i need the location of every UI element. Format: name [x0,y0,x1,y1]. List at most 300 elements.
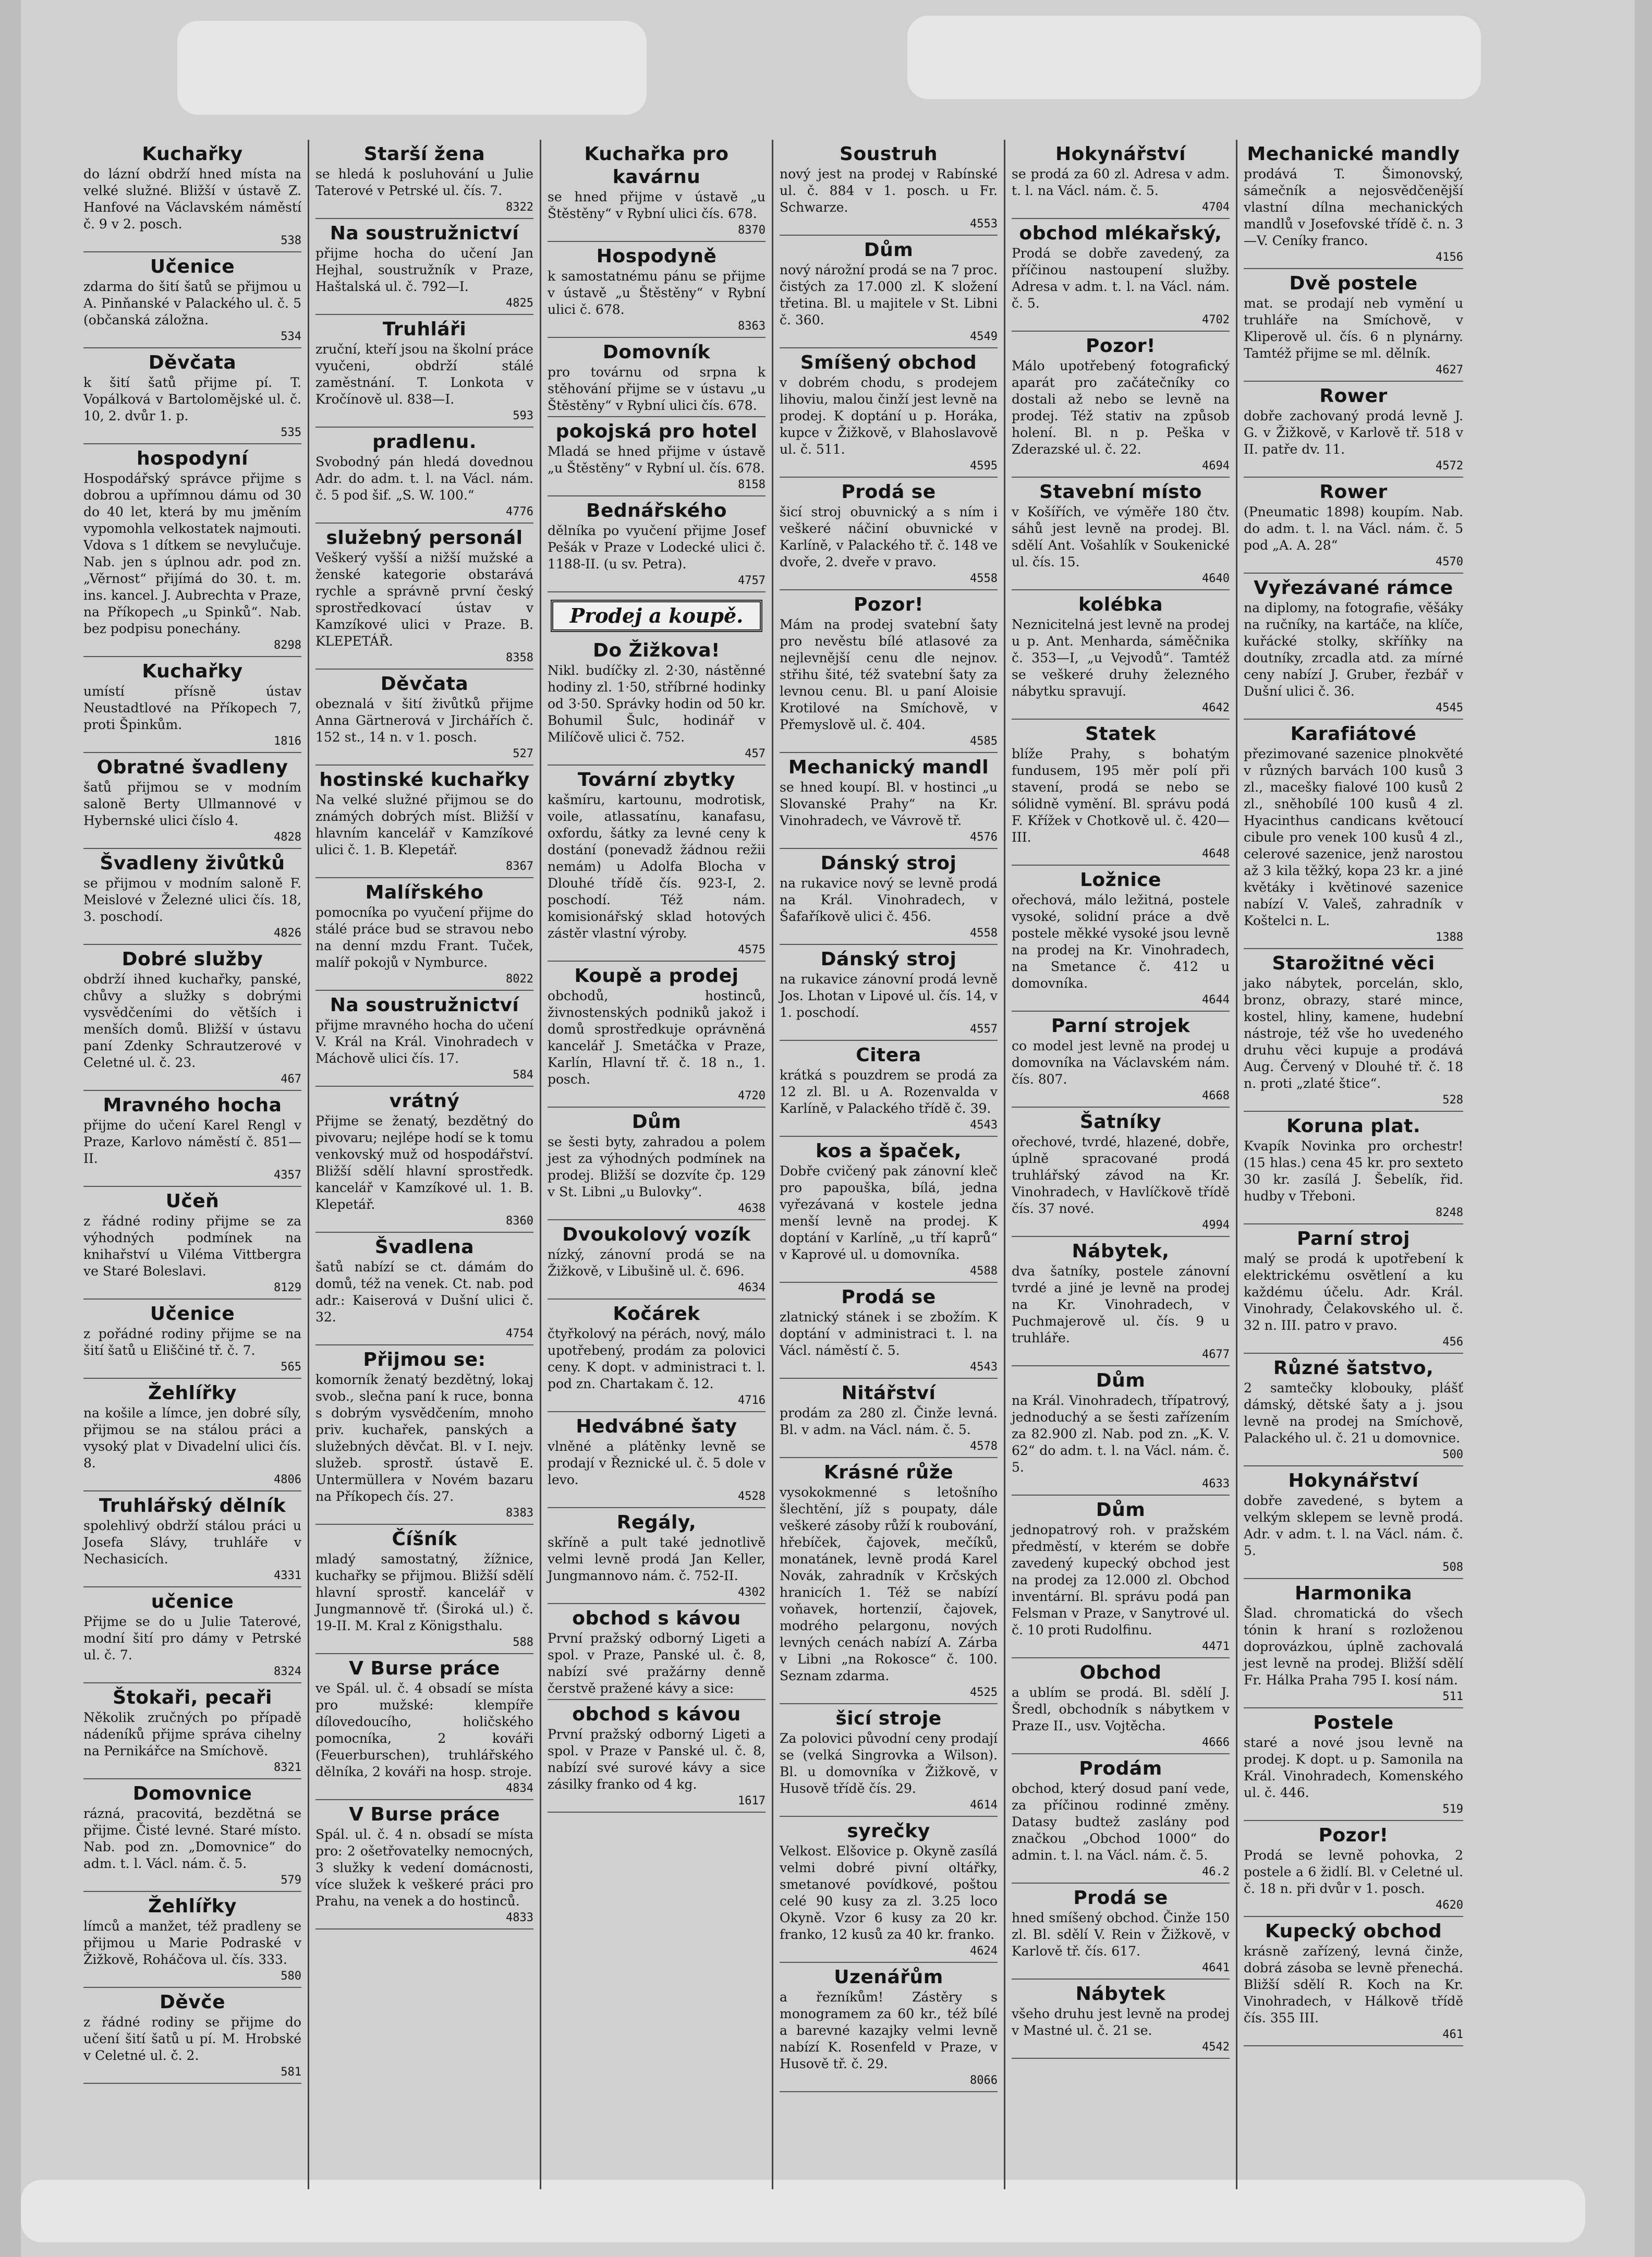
ad-body: z řádné rodiny se přijme do učení šití šatů u pí. M. Hrobské v Celetné ul. č. 2. [83,2015,301,2063]
ad-headline: Dům [1096,1499,1146,1521]
ad-number: 4641 [1202,1961,1230,1974]
ad-headline: Šatníky [1079,1111,1162,1133]
ad-headline: Prodá se [841,481,936,503]
ad-body: Svobodný pán hledá dovednou Adr. do adm. t. l. na Václ. nám. č. 5 pod šif. „S. W. 100.“ [315,454,533,503]
column-4 [773,140,1005,2189]
ad-headline: Hedvábné šaty [576,1416,737,1437]
ad-body: se šesti byty, zahradou a polem jest za výhodných podmínek na prodej. Bližší se dozvíte čp. 129 v St. Libni „u Bulovky“. [548,1134,766,1199]
classified-ad [548,1415,766,1508]
ad-body: obdrží ihned kuchařky, panské, chůvy a služky s dobrými vysvědčeními do větších i menších domů. Bližší v ústavu paní Zdenky Schrautzerové v Celetné ul. č. 23. [83,972,301,1070]
ad-number: 519 [1442,1803,1463,1816]
classified-ad [315,994,533,1087]
ad-number: 4666 [1202,1736,1230,1749]
ad-headline: Koruna plat. [1286,1115,1421,1137]
ad-number: 8360 [506,1215,533,1228]
ad-body: První pražský odborný Ligeti a spol. v Praze, Panské ul. č. 8, nabízí své pražárny denně čerstvě pražené kávy a sice: [548,1631,766,1696]
ad-number: 4542 [1202,2041,1230,2054]
ad-number: 4576 [970,831,998,844]
classified-ad [315,769,533,878]
ad-headline: hospodyní [137,448,248,469]
ad-headline: Smíšený obchod [800,352,977,373]
ad-body: rázná, pracovitá, bezdětná se přijme. Čisté levné. Staré místo. Nab. pod zn. „Domovnice“ do adm. t. l. Václ. nám. č. 5. [83,1806,301,1871]
ad-number: 4716 [738,1394,766,1407]
ad-body: ořechová, málo ležitná, postele vysoké, solidní práce a dvě postele měkké vysoké jsou levně na prodej na Kr. Vinohradech, na Smetance č. 412 u domovníka. [1012,892,1230,991]
ad-number: 4640 [1202,572,1230,585]
ad-body: kašmíru, kartounu, modrotisk, voile, atlassatínu, kanafasu, oxfordu, šátky za levné ceny k dostání (ponevadž žádnou režii nemám) u Adolfa Blocha v Dlouhé třídě čís. 923-I, 2. poschodí. Též nám. komisionářský sklad hotových zástěr vlastní výroby. [548,792,766,941]
classified-ad [315,143,533,219]
classified-ad [548,341,766,417]
classified-ad [1012,723,1230,866]
ad-body: se hned koupí. Bl. v hostinci „u Slovanské Prahy“ na Kr. Vinohradech, ve Vávrově tř. [780,780,998,828]
ad-body: Přijme se ženatý, bezdětný do pivovaru; nejlépe hodí se k tomu venkovský muž od hospodářství. Bližší sdělí hlavní sprostředk. kancelář v Kamzíkové ul. 1. B. Klepetář. [315,1113,533,1212]
ad-body: vysokokmenné s letošního šlechtění, jíž s poupaty, dále veškeré zásoby růží k roubování, hřebíček, čajovek, mečíků, monatánek, levně prodá Karel Novák, zahradník v Krčských hranicích 1. Též se nabízí voňavek, hortenzií, čajovek, modrého pelargonu, nových levných cenách nabízí A. Zárba v Libni „na Rokosce“ č. 100. Seznam zdarma. [780,1485,998,1683]
ad-number: 4156 [1436,251,1463,264]
ad-number: 8383 [506,1507,533,1520]
classified-ad [83,948,301,1091]
ad-number: 4575 [738,943,766,956]
ad-body: na diplomy, na fotografie, věšáky na ručníky, na kartáče, na klíče, kuřácké stolky, skříňky na doutníky, zrcadla atd. za mírné ceny nabízí J. Gruber, řezbář v Dušní ulici č. 36. [1244,600,1463,699]
ad-number: 4638 [738,1202,766,1215]
ad-body: Spál. ul. č. 4 n. obsadí se místa pro: 2 ošetřovatelky nemocných, 3 služky k vedení domácnosti, více služek k veškeré práci pro Prahu, na venek a do hostinců. [315,1827,533,1909]
classified-ad [1244,272,1463,382]
ad-body: Šlad. chromatická do všech tónin k hraní s rozloženou doprovázkou, úplně zachovalá jest levně na prodej. Bližší sdělí Fr. Hálka Praha 795 I. kosí nám. [1244,1606,1463,1688]
classified-ad [1244,577,1463,720]
ad-body: První pražský odborný Ligeti a spol. v Praze v Panské ul. č. 8, nabízí své surové kávy a sice zásilky franko od 4 kg. [548,1727,766,1792]
classified-ad [780,948,998,1041]
classified-ad [83,1303,301,1379]
ad-body: Prodá se dobře zavedený, za příčinou nastoupení služby. Adresa v adm. t. l. na Václ. nám. č. 5. [1012,246,1230,311]
ad-body: blíže Prahy, s bohatým fundusem, 195 měr polí při stavení, prodá se nebo se sólidně vymění. Bl. správu podá F. Křížek v Chotkově ul. č. 420—III. [1012,746,1230,845]
classified-ad [315,527,533,670]
classified-ad [83,660,301,753]
ad-number: 4302 [738,1586,766,1599]
ad-number: 584 [513,1069,533,1082]
ad-number: 580 [281,1970,301,1983]
ad-headline: Domovník [602,342,711,363]
ad-number: 4642 [1202,701,1230,714]
ad-body: a ublím se prodá. Bl. sdělí J. Šredl, obchodník s nábytkem v Praze II., usv. Vojtěcha. [1012,1685,1230,1733]
ad-number: 467 [281,1073,301,1086]
classified-ad [1012,869,1230,1012]
ad-number: 4644 [1202,993,1230,1006]
ad-headline: Kupecký obchod [1265,1921,1442,1942]
ad-number: 4825 [506,297,533,310]
ad-headline: Starší žena [363,143,485,165]
ad-body: obeznalá v šití živůtků přijme Anna Gärtnerová v Jirchářích č. 152 st., 14 n. v 1. posch. [315,696,533,745]
ad-headline: Učenice [150,256,235,277]
ad-number: 4677 [1202,1348,1230,1361]
ad-headline: Starožitné věci [1272,953,1435,974]
classified-ad [548,1223,766,1300]
ad-headline: kolébka [1078,594,1163,615]
ad-headline: Dánský stroj [820,853,957,874]
ad-headline: Na soustružnictví [330,223,519,244]
ad-number: 500 [1442,1448,1463,1461]
classified-ad [83,1591,301,1683]
classified-ad [548,1511,766,1604]
ad-body: nový nárožní prodá se na 7 proc. čistých za 17.000 zl. K složení třetina. Bl. u majitele v St. Libni č. 360. [780,262,998,327]
ad-number: 579 [281,1874,301,1887]
ad-headline: Dům [864,239,914,261]
ad-body: a řezníkům! Zástěry s monogramem za 60 kr., též bílé a barevné kazajky velmi levně nabízí K. Rosenfeld v Praze, v Husově tř. č. 29. [780,1989,998,2071]
ad-headline: Postele [1313,1712,1394,1733]
ad-headline: hostinské kuchařky [319,769,530,791]
ad-headline: Truhlářský dělník [99,1495,286,1516]
ad-headline: Harmonika [1294,1583,1413,1604]
ad-body: mladý samostatný, žížnice, kuchařky se přijmou. Bližší sdělí hlavní sprostř. kancelář v Jungmannově tř. (Široká ul.) č. 19-II. M. Kral z Königsthalu. [315,1551,533,1633]
classified-ad [315,1090,533,1233]
classified-ad [1244,952,1463,1112]
ad-body: k šití šatů přijme pí. T. Vopálková v Bartolomějské ul. č. 10, 2. dvůr 1. p. [83,375,301,423]
column-2 [309,140,541,2189]
classified-ad [315,1803,533,1930]
section-banner: Prodej a koupě. [551,600,762,632]
ad-number: 4668 [1202,1089,1230,1102]
classified-ad [83,1190,301,1300]
ad-headline: učenice [151,1591,234,1612]
ad-headline: Do Žižkova! [593,640,720,661]
ad-number: 4834 [506,1782,533,1795]
classified-ad [315,1657,533,1800]
ad-number: 4694 [1202,459,1230,472]
classified-ad [1012,481,1230,590]
ad-headline: Dobré služby [122,949,263,970]
ad-headline: Pozor! [854,594,924,615]
paper-stain [177,21,647,115]
ad-body: Veškerý vyšší a nižší mužské a ženské kategorie obstarává rychle a správně první český sprostředkovací ústav v Kamzíkové ulici v Praze. B. KLEPETÁŘ. [315,550,533,649]
classified-ad [548,1703,766,1813]
ad-number: 4833 [506,1911,533,1924]
classified-ad [83,1495,301,1587]
classified-ad [83,1895,301,1988]
ad-body: vlněné a plátěnky levně se prodají v Řeznické ul. č. 5 dole v levo. [548,1439,766,1487]
classified-ad [83,351,301,444]
ad-headline: Vyřezávané rámce [1254,577,1453,599]
ad-body: co model jest levně na prodej u domovníka na Václavském nám. čís. 807. [1012,1038,1230,1087]
ad-headline: Obratné švadleny [96,757,288,778]
ad-number: 8324 [274,1665,301,1678]
ad-body: na košile a límce, jen dobré síly, přijmou se na stálou práci a vysoký plat v Divadelní ulici čís. 8. [83,1405,301,1471]
classified-ad [1244,1712,1463,1821]
ad-number: 4806 [274,1473,301,1486]
ad-number: 4704 [1202,201,1230,214]
classified-ad [780,1461,998,1704]
classified-ad [780,1286,998,1379]
ad-headline: V Burse práce [349,1658,500,1679]
ad-headline: Dvě postele [1289,273,1418,294]
classified-ad [315,1236,533,1345]
classified-ad [83,1686,301,1779]
ad-number: 4525 [970,1686,998,1699]
ad-body: Mám na prodej svatební šaty pro nevěstu bílé atlasové za nejlevnější cenu dle nejnov. střihu šité, též svatební šaty za levnou cenu. Bl. u paní Aloisie Krotilové na Smíchově, v Přemyslově ul. č. 404. [780,617,998,732]
classified-ad [548,1303,766,1412]
ad-body: Mladá se hned přijme v ústavě „u Štěstěny“ v Rybní ul. čís. 678. [548,444,766,476]
ad-body: límců a manžet, též pradleny se přijmou u Marie Podraské v Žižkově, Roháčova ul. čís. 333. [83,1919,301,1967]
ad-body: (Pneumatic 1898) koupím. Nab. do adm. t. l. na Václ. nám. č. 5 pod „A. A. 28“ [1244,504,1463,553]
ad-headline: Číšník [392,1528,457,1550]
ad-body: v Košířích, ve výměře 180 čtv. sáhů jest levně na prodej. Bl. sdělí Ant. Vošahlík v Soukenické ul. čís. 15. [1012,504,1230,569]
classified-ad [780,1044,998,1137]
ad-number: 8066 [970,2074,998,2087]
ad-body: nový jest na prodej v Rabínské ul. č. 884 v 1. posch. u Fr. Schwarze. [780,166,998,215]
column-1 [77,140,309,2189]
ad-number: 4595 [970,459,998,472]
ad-number: 8321 [274,1761,301,1774]
ad-headline: Statek [1085,723,1156,745]
ad-number: 1617 [738,1794,766,1807]
ad-number: 46.2 [1202,1865,1230,1878]
ad-number: 4648 [1202,847,1230,860]
classified-ad [83,1382,301,1491]
classified-ad [548,500,766,592]
ad-body: Prodá se levně pohovka, 2 postele a 6 židlí. Bl. v Celetné ul. č. 18 n. při dvůr v 1. posch. [1244,1848,1463,1896]
ad-headline: Hokynářství [1288,1470,1419,1491]
ad-number: 4614 [970,1799,998,1812]
ad-body: zlatnický stánek i se zbožím. K doptání v administraci t. l. na Václ. náměstí č. 5. [780,1309,998,1358]
ad-number: 457 [745,747,766,760]
ad-number: 8367 [506,860,533,873]
ad-body: Nikl. budíčky zl. 2·30, nástěnné hodiny zl. 1·50, stříbrné hodinky od 3·50. Správky hodin od 50 kr. Bohumil Šulc, hodinář v Milíčově ulici č. 752. [548,663,766,745]
ad-body: ořechové, tvrdé, hlazené, dobře, úplně spracované prodá truhlářský závod na Kr. Vinohradech, v Havlíčkově třídě čís. 37 nové. [1012,1134,1230,1216]
classified-ad [83,256,301,348]
classified-ad [83,143,301,252]
ad-number: 4624 [970,1945,998,1958]
ad-headline: V Burse práce [349,1804,500,1825]
classified-ad [780,1382,998,1458]
classified-ad [1012,1887,1230,1980]
ad-headline: Parní strojek [1051,1015,1191,1037]
classified-ad [315,222,533,315]
ad-headline: Prodám [1079,1758,1162,1779]
ad-headline: Různé šatstvo, [1273,1357,1434,1379]
ad-body: zruční, kteří jsou na školní práce vyučeni, obdrží stálé zaměstnání. T. Lonkota v Kročínově ul. 838—I. [315,342,533,407]
ad-body: prodává T. Šimonovský, sámečník a nejosvědčenější vlastní dílna mechanických mandlů v Josefovské třídě č. n. 3—V. Ceníky franco. [1244,166,1463,248]
ad-body: Za polovici původní ceny prodají se (velká Singrovka a Wilson). Bl. u domovníka v Žižkově, v Husově třídě čís. 29. [780,1731,998,1796]
ad-number: 4558 [970,572,998,585]
ad-headline: Pozor! [1086,335,1156,357]
classified-ad [315,881,533,991]
ad-number: 4572 [1436,459,1463,472]
classified-ad [1012,1111,1230,1237]
ad-body: dělníka po vyučení přijme Josef Pešák v Praze v Lodecké ulici č. 1188-II. (u sv. Petra). [548,523,766,572]
ad-number: 8363 [738,320,766,333]
ad-number: 538 [281,234,301,247]
paper-stain [907,16,1481,99]
ad-number: 593 [513,409,533,422]
ad-body: 2 samtečky klobouky, plášť dámský, dětské šaty a j. jsou levně na prodej na Smíchově, Palackého ul. č. 21 u domovnice. [1244,1380,1463,1446]
ad-number: 4549 [970,330,998,343]
ad-number: 527 [513,747,533,760]
ad-number: 511 [1442,1690,1463,1703]
ad-headline: Soustruh [840,143,938,165]
classified-ad [83,756,301,849]
ad-body: se přijmou v modním saloně F. Meislové v Železné ulici čís. 18, 3. poschodí. [83,876,301,924]
ad-number: 528 [1442,1094,1463,1107]
ad-headline: šicí stroje [835,1708,942,1729]
ad-headline: Hokynářství [1055,143,1186,165]
ad-headline: Regály, [616,1512,697,1533]
classified-ad [548,639,766,766]
classified-ad [83,1094,301,1187]
ad-body: na rukavice zánovní prodá levně Jos. Lhotan v Lipové ul. čís. 14, v 1. poschodí. [780,972,998,1020]
ad-headline: Žehlířky [148,1896,237,1917]
ad-headline: obchod s kávou [572,1608,741,1629]
ad-body: čtyřkolový na pérách, nový, málo upotřebený, prodám za polovici ceny. K dopt. v administraci t. l. pod zn. Chartakam č. 12. [548,1326,766,1391]
classified-ad [83,1991,301,2084]
ad-body: přijme mravného hocha do učení V. Král na Král. Vinohradech v Máchově ulici čís. 17. [315,1017,533,1066]
ad-headline: Rower [1319,481,1388,503]
classified-columns [77,140,1622,2189]
ad-number: 1388 [1436,931,1463,944]
ad-headline: Domovnice [132,1783,252,1804]
ad-number: 4331 [274,1569,301,1582]
ad-number: 1816 [274,735,301,748]
ad-number: 535 [281,426,301,439]
ad-body: do lázní obdrží hned místa na velké služné. Bližší v ústavě Z. Hanfové na Václavském náměstí č. 9 v 2. posch. [83,166,301,232]
ad-body: se prodá za 60 zl. Adresa v adm. t. l. na Václ. nám. č. 5. [1012,166,1230,198]
ad-headline: obchod s kávou [572,1704,741,1725]
ad-body: mat. se prodají neb vymění u truhláře na Smíchově, v Kliperově ul. čís. 6 n plynárny. Tamtéž přijme se ml. dělník. [1244,296,1463,361]
ad-headline: Kočárek [613,1303,700,1325]
ad-headline: Tovární zbytky [577,769,736,791]
ad-body: ve Spál. ul. č. 4 obsadí se místa pro mužské: klempíře dílovedoucího, holičského pomocníka, 2 kováři (Feuerburschen), truhlářského dělníka, 2 kováři na hosp. stroje. [315,1681,533,1779]
classified-ad [548,143,766,242]
classified-ad [1012,1499,1230,1658]
ad-body: přijme hocha do učení Jan Hejhal, soustružník v Praze, Haštalská ul. č. 792—I. [315,246,533,294]
classified-ad [780,1820,998,1963]
ad-headline: Dánský stroj [820,949,957,970]
classified-ad [1244,723,1463,949]
paper-stain [21,2180,1585,2242]
ad-number: 4634 [738,1281,766,1294]
classified-ad [83,1782,301,1892]
ad-body: zdarma do šití šatů se přijmou u A. Pinňanské v Palackého ul. č. 5 (občanská záložna. [83,279,301,327]
ad-body: krátká s pouzdrem se prodá za 12 zl. Bl. u A. Rozenvalda v Karlíně, v Palackého třídě č. 39. [780,1067,998,1116]
ad-body: dva šatníky, postele zánovní tvrdé a jiné je levně na prodej na Kr. Vinohradech, v Puchmajerově ul. čís. 9 u truhláře. [1012,1264,1230,1345]
classified-ad [1244,1824,1463,1917]
ad-number: 8358 [506,651,533,664]
ad-body: dobře zavedené, s bytem a velkým sklepem se levně prodá. Adr. v adm. t. l. na Václ. nám. č. 5. [1244,1493,1463,1558]
ad-body: šicí stroj obuvnický a s ním i veškeré náčiní obuvnické v Karlíně, v Palackého tř. č. 148 ve dvoře, 2. dveře v pravo. [780,504,998,569]
ad-headline: pokojská pro hotel [555,421,758,442]
ad-body: na Král. Vinohradech, třípatrový, jednoduchý a se šesti zařízením za 82.900 zl. Nab. pod zn. „K. V. 62“ do adm. t. l. na Václ. nám. č. 5. [1012,1393,1230,1475]
classified-ad [780,852,998,945]
ad-headline: Přijmou se: [363,1349,486,1370]
classified-ad [780,593,998,753]
classified-ad [548,769,766,962]
ad-body: šatů nabízí se ct. dámám do domů, též na venek. Ct. nab. pod adr.: Kaiserová v Dušní ulici č. 32. [315,1259,533,1325]
ad-headline: Bednářského [586,500,727,521]
ad-body: umístí přísně ústav Neustadtlové na Příkopech 7, proti Špinkům. [83,684,301,732]
ad-body: pomocníka po vyučení přijme do stálé práce bud se stravou nebo na denní mzdu Frant. Tuček, malíř pokojů v Nymburce. [315,905,533,970]
ad-number: 456 [1442,1336,1463,1349]
ad-number: 4754 [506,1327,533,1340]
ad-headline: Dům [631,1111,682,1133]
ad-number: 8022 [506,973,533,986]
ad-number: 4720 [738,1089,766,1102]
ad-number: 4471 [1202,1640,1230,1653]
ad-number: 4553 [970,217,998,230]
ad-number: 8248 [1436,1206,1463,1219]
ad-body: Neznicitelná jest levně na prodej u p. Ant. Menharda, sáměčnika č. 353—I, „u Vejvodů“. Tamtéž se veškeré druhy železného nábytku spravují. [1012,617,1230,699]
ad-body: Málo upotřebený fotografický aparát pro začátečníky co dostali až nebo se levně na prodej. Též stativ na způsob holení. Bl. n p. Peška v Zderazské ul. č. 22. [1012,358,1230,457]
classified-ad [1244,1228,1463,1354]
ad-body: šatů přijmou se v modním saloně Berty Ullmannové v Hybernské ulici číslo 4. [83,780,301,828]
classified-ad [1012,1983,1230,2059]
ad-number: 4543 [970,1119,998,1132]
ad-headline: Mechanický mandl [788,757,989,778]
ad-headline: Stavební místo [1039,481,1202,503]
ad-number: 4757 [738,574,766,587]
classified-ad [1244,385,1463,478]
classified-ad [1244,1920,1463,2046]
classified-ad [780,481,998,590]
ad-number: 508 [1442,1561,1463,1574]
column-6 [1237,140,1469,2189]
ad-body: staré a nové jsou levně na prodej. K dopt. u p. Samonila na Král. Vinohradech, Komenského ul. č. 446. [1244,1735,1463,1800]
ad-number: 4620 [1436,1899,1463,1912]
ad-body: na rukavice nový se levně prodá na Král. Vinohradech, v Šafaříkově ulici č. 456. [780,876,998,924]
classified-ad [548,1111,766,1220]
ad-number: 8158 [738,478,766,491]
ad-body: přezimované sazenice plnokvěté v různých barvách 100 kusů 3 zl., macešky fialové 100 kusů 2 zl., sněhobílé 100 kusů 4 zl. Hyacinthus candicans květoucí cibule pro venek 100 kusů 4 zl., celerové sazenice, jenž narostou až 3 kila těžký, kopa 23 kr. a jiné květáky i květinové sazenice nabízí V. Valeš, zahradník v Koštelci n. L. [1244,746,1463,928]
ad-headline: vrátný [389,1090,460,1112]
classified-ad [780,1140,998,1283]
classified-ad [1012,1369,1230,1496]
classified-ad [1012,593,1230,720]
column-3-part-b [548,639,766,1813]
ad-body: všeho druhu jest levně na prodej v Mastné ul. č. 21 se. [1012,2006,1230,2038]
classified-ad [315,1349,533,1525]
ad-body: pro továrnu od srpna k stěhování přijme se v ústavu „u Štěstěny“ v Rybní ulici čís. 678. [548,365,766,413]
ad-headline: syrečky [847,1821,930,1842]
ad-headline: Na soustružnictví [330,994,519,1016]
ad-body: přijme do učení Karel Rengl v Praze, Karlovo náměstí č. 851—II. [83,1118,301,1166]
classified-ad [548,420,766,496]
column-5 [1005,140,1237,2189]
ad-headline: Nábytek [1075,1983,1166,2005]
ad-body: Několik zručných po případě nádeníků přijme správa cihelny na Pernikářce na Smíchově. [83,1710,301,1758]
ad-number: 4776 [506,505,533,518]
ad-body: nízký, zánovní prodá se na Žižkově, v Libušině ul. č. 696. [548,1247,766,1279]
ad-number: 581 [281,2066,301,2079]
ad-body: Dobře cvičený pak zánovní kleč pro papouška, bílá, jedna vyřezávaná v kostele jedna menší levně na prodej. K doptání v Karlíně, „u tří kaprů“ v Kaprové ul. u domovníka. [780,1163,998,1262]
ad-body: obchodů, hostinců, živnostenských podniků jakož i domů sprostředkuje oprávněná kancelář J. Smetáčka v Praze, Karlín, Hlavní tř. č. 18 n., 1. posch. [548,988,766,1087]
ad-headline: Mechanické mandly [1247,143,1460,165]
classified-ad [1244,1470,1463,1579]
classified-ad [780,143,998,236]
ad-number: 4994 [1202,1219,1230,1232]
classified-ad [315,1528,533,1654]
ad-number: 8298 [274,639,301,652]
ad-number: 565 [281,1361,301,1374]
classified-ad [1012,1757,1230,1884]
classified-ad [548,245,766,338]
ad-headline: Ložnice [1080,869,1161,891]
ad-body: obchod, který dosud paní vede, za příčinou rodinné změny. Datasy budtež zaslány pod značkou „Obchod 1000“ do admin. t. l. na Václ. nám. č. 5. [1012,1781,1230,1863]
ad-headline: Kuchařka pro kavárnu [584,143,729,188]
ad-number: 4570 [1436,555,1463,568]
ad-number: 4357 [274,1169,301,1182]
classified-ad [315,673,533,766]
ad-headline: Učeň [165,1191,220,1212]
ad-body: z pořádné rodiny přijme se na šití šatů u Eliščiné tř. č. 7. [83,1326,301,1358]
column-3-part-a [548,143,766,592]
ad-number: 4545 [1436,701,1463,714]
ad-body: komorník ženatý bezdětný, lokaj svob., slečna paní k ruce, bonna s dobrým vysvědčením, mnoho priv. kuchařek, panských a služebných děvčat. Bl. v I. nejv. služeb. sprostř. ústavě E. Untermüllera v Novém bazaru na Příkopech čís. 27. [315,1372,533,1504]
newspaper-page [21,0,1635,2257]
classified-ad [315,318,533,428]
